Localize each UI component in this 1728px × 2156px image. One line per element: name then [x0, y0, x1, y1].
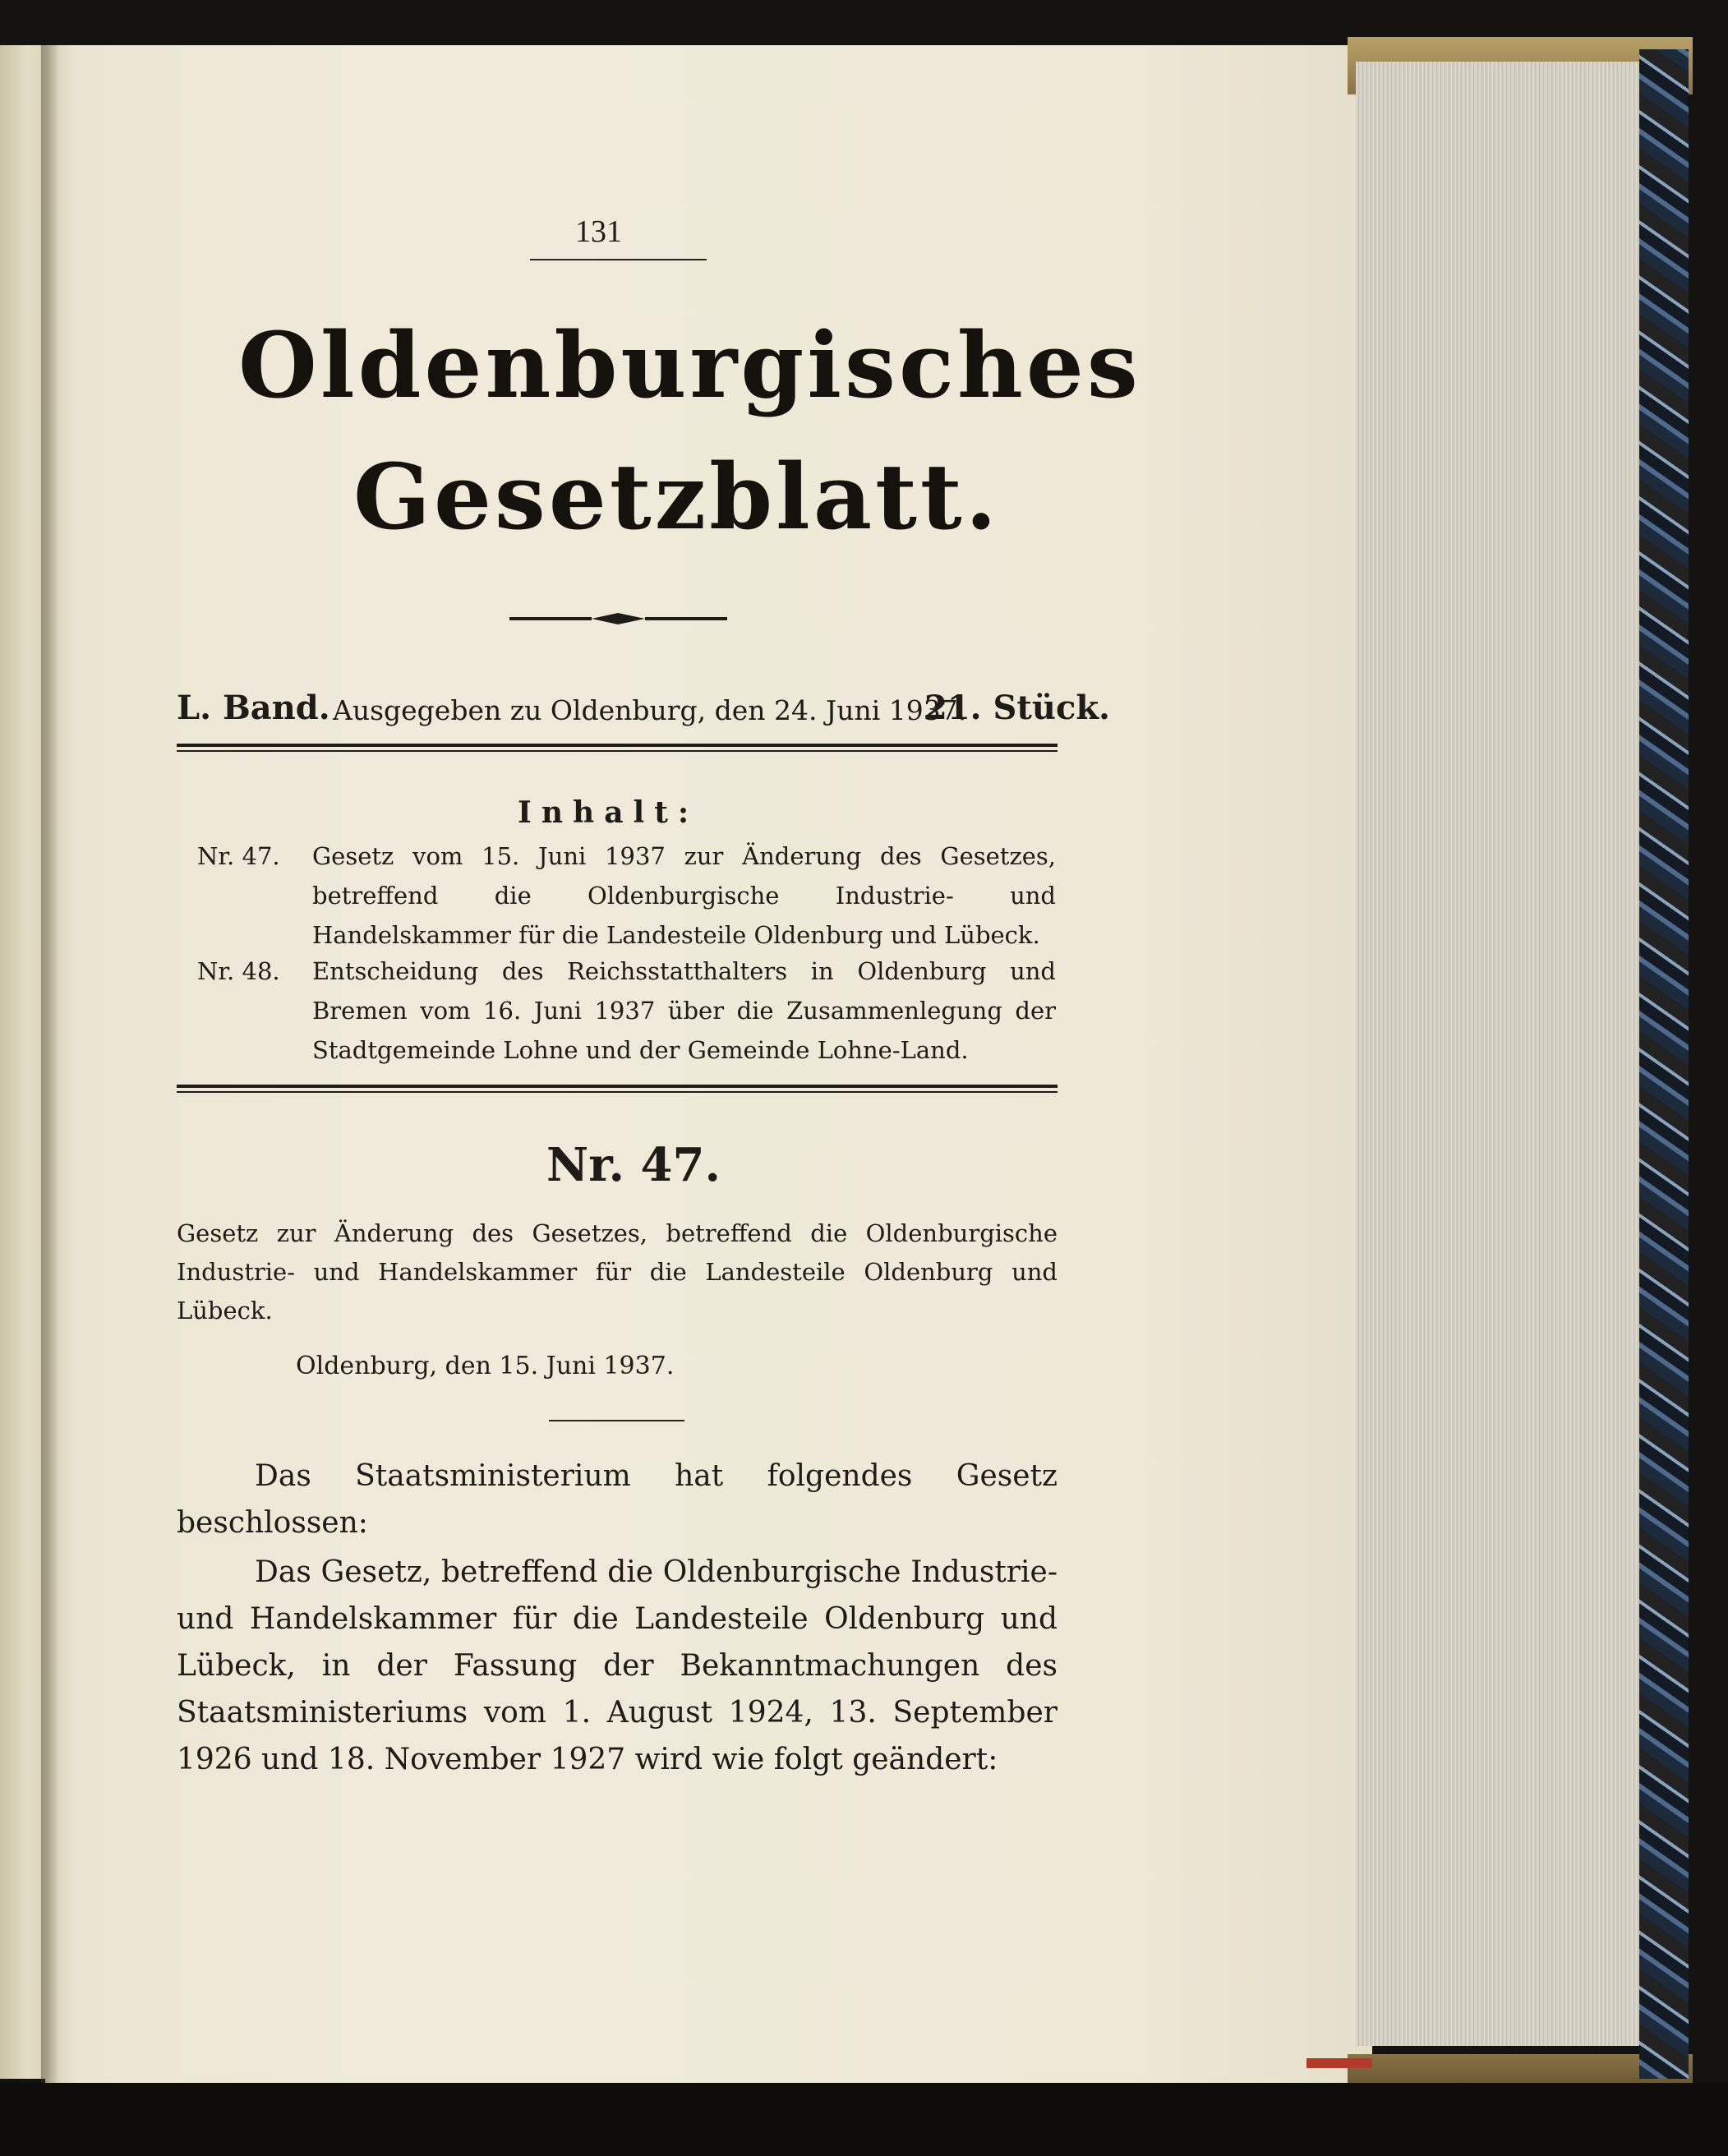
issue-date: Ausgegeben zu Oldenburg, den 24. Juni 1937. [333, 694, 967, 726]
contents-heading: Inhalt: [518, 795, 699, 830]
gutter-shadow [41, 45, 59, 2083]
double-rule [177, 744, 1058, 752]
body-paragraph: Das Staatsministerium hat folgendes Gesetz beschlossen: [177, 1459, 1058, 1540]
law-title: Gesetz zur Änderung des Gesetzes, betreffend die Oldenburgische Industrie- und Handelskammer für die Landesteile Oldenburg und Lübeck. [177, 1219, 1058, 1324]
issue-number: 21. Stück. [924, 689, 1110, 727]
toc-item-text: Gesetz vom 15. Juni 1937 zur Änderung des Gesetzes, betreffend die Oldenburgische Industrie- und Handelskammer für die Landesteile Oldenburg und Lübeck. [312, 842, 1056, 949]
body-paragraph: Das Gesetz, betreffend die Oldenburgische Industrie- und Handelskammer für die Landesteile Oldenburg und Lübeck, in der Fassung der Bekanntmachungen des Staatsministeriums vom 1. August 1924, 13. September 1926 und 18. November 1927 wird wie folgt geändert: [177, 1555, 1058, 1776]
marbled-cover-edge [1639, 49, 1689, 2079]
toc-item-text: Entscheidung des Reichsstatthalters in Oldenburg und Bremen vom 16. Juni 1937 über die Zusammenlegung der Stadtgemeinde Lohne und der Gemeinde Lohne-Land. [312, 957, 1056, 1064]
page-stack-edge [1356, 62, 1639, 2046]
toc-item-number: Nr. 48. [197, 957, 280, 985]
toc-item-number: Nr. 47. [197, 842, 280, 870]
section-rule [549, 1420, 684, 1421]
masthead-title-line1: Oldenburgisches [238, 312, 1141, 418]
law-heading: Nr. 47. [546, 1138, 721, 1192]
page-number: 131 [575, 214, 622, 249]
header-rule [530, 259, 707, 260]
masthead-title-line2: Gesetzblatt. [353, 444, 1001, 550]
ornament-divider [509, 612, 727, 625]
double-rule [177, 1085, 1058, 1093]
law-date: Oldenburg, den 15. Juni 1937. [296, 1352, 675, 1380]
red-page-edge [1306, 2058, 1372, 2068]
background-band [0, 2083, 1728, 2156]
issue-volume: L. Band. [177, 689, 330, 727]
